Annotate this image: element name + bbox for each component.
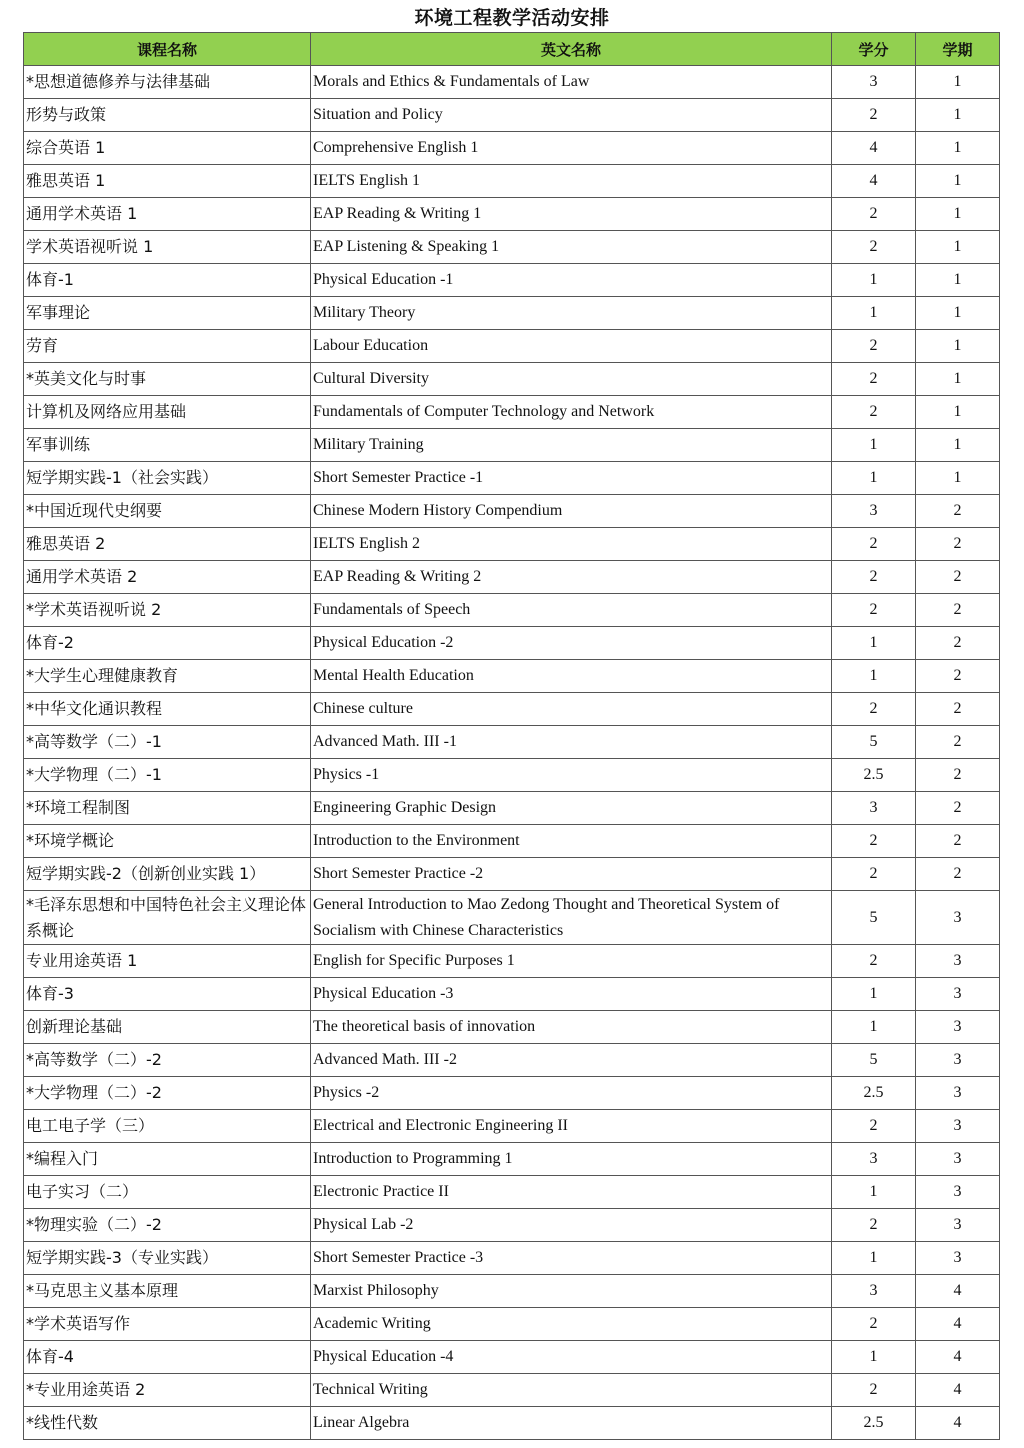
- table-row: [24, 627, 1000, 660]
- course-name-cn: *中华文化通识教程: [24, 693, 311, 726]
- course-name-en: Fundamentals of Speech: [311, 594, 832, 627]
- table-row: [24, 1044, 1000, 1077]
- course-name-cn: 通用学术英语 2: [24, 561, 311, 594]
- table-row: [24, 825, 1000, 858]
- term-value: 2: [916, 759, 1000, 792]
- credit-value: 1: [832, 462, 916, 495]
- course-name-cn: 军事训练: [24, 429, 311, 462]
- course-name-en: Mental Health Education: [311, 660, 832, 693]
- course-name-cn: *编程入门: [24, 1143, 311, 1176]
- table-row: [24, 99, 1000, 132]
- course-name-cn: 军事理论: [24, 297, 311, 330]
- credit-value: 1: [832, 660, 916, 693]
- course-schedule-table: [23, 32, 1000, 1440]
- course-name-en: Short Semester Practice -3: [311, 1242, 832, 1275]
- course-name-en: Marxist Philosophy: [311, 1275, 832, 1308]
- table-row: [24, 1341, 1000, 1374]
- credit-value: 2: [832, 330, 916, 363]
- course-name-cn: *英美文化与时事: [24, 363, 311, 396]
- term-value: 3: [916, 1242, 1000, 1275]
- term-value: 1: [916, 165, 1000, 198]
- course-name-en: Electronic Practice II: [311, 1176, 832, 1209]
- course-name-en: Chinese culture: [311, 693, 832, 726]
- table-row: [24, 858, 1000, 891]
- course-name-cn: *大学生心理健康教育: [24, 660, 311, 693]
- credit-value: 4: [832, 165, 916, 198]
- course-name-cn: *环境学概论: [24, 825, 311, 858]
- credit-value: 1: [832, 978, 916, 1011]
- course-name-cn: 学术英语视听说 1: [24, 231, 311, 264]
- table-row: [24, 1275, 1000, 1308]
- term-value: 3: [916, 1110, 1000, 1143]
- header-credit: 学分: [832, 33, 916, 66]
- course-name-cn: 短学期实践-3（专业实践）: [24, 1242, 311, 1275]
- table-row: [24, 198, 1000, 231]
- term-value: 1: [916, 231, 1000, 264]
- course-name-en: Linear Algebra: [311, 1407, 832, 1440]
- course-name-cn: 体育-4: [24, 1341, 311, 1374]
- credit-value: 1: [832, 1011, 916, 1044]
- course-name-cn: 专业用途英语 1: [24, 945, 311, 978]
- term-value: 2: [916, 693, 1000, 726]
- table-row: [24, 561, 1000, 594]
- course-name-cn: *思想道德修养与法律基础: [24, 66, 311, 99]
- credit-value: 4: [832, 132, 916, 165]
- table-row: [24, 1176, 1000, 1209]
- course-name-en: Situation and Policy: [311, 99, 832, 132]
- course-name-en: English for Specific Purposes 1: [311, 945, 832, 978]
- course-name-cn: *马克思主义基本原理: [24, 1275, 311, 1308]
- course-name-cn: 短学期实践-2（创新创业实践 1）: [24, 858, 311, 891]
- table-row: [24, 264, 1000, 297]
- course-name-cn: 体育-1: [24, 264, 311, 297]
- credit-value: 3: [832, 1275, 916, 1308]
- course-name-en: Physical Education -3: [311, 978, 832, 1011]
- course-name-cn: *大学物理（二）-1: [24, 759, 311, 792]
- course-name-cn: *毛泽东思想和中国特色社会主义理论体系概论: [24, 891, 311, 945]
- course-name-cn: 综合英语 1: [24, 132, 311, 165]
- table-row: [24, 297, 1000, 330]
- term-value: 1: [916, 264, 1000, 297]
- table-row: [24, 429, 1000, 462]
- table-row: [24, 66, 1000, 99]
- course-name-en: Advanced Math. III -1: [311, 726, 832, 759]
- course-name-cn: *学术英语写作: [24, 1308, 311, 1341]
- table-row: [24, 330, 1000, 363]
- table-row: [24, 363, 1000, 396]
- table-row: [24, 495, 1000, 528]
- term-value: 1: [916, 462, 1000, 495]
- table-row: [24, 594, 1000, 627]
- term-value: 4: [916, 1275, 1000, 1308]
- credit-value: 1: [832, 1176, 916, 1209]
- course-name-en: Morals and Ethics & Fundamentals of Law: [311, 66, 832, 99]
- credit-value: 2: [832, 693, 916, 726]
- credit-value: 2: [832, 198, 916, 231]
- term-value: 3: [916, 978, 1000, 1011]
- course-name-en: Labour Education: [311, 330, 832, 363]
- course-name-en: Introduction to Programming 1: [311, 1143, 832, 1176]
- header-term: 学期: [916, 33, 1000, 66]
- credit-value: 1: [832, 1242, 916, 1275]
- course-name-en: Short Semester Practice -2: [311, 858, 832, 891]
- credit-value: 3: [832, 1143, 916, 1176]
- course-name-en: Physics -2: [311, 1077, 832, 1110]
- credit-value: 1: [832, 1341, 916, 1374]
- term-value: 3: [916, 891, 1000, 945]
- course-name-en: Cultural Diversity: [311, 363, 832, 396]
- course-name-cn: *学术英语视听说 2: [24, 594, 311, 627]
- credit-value: 2: [832, 1110, 916, 1143]
- credit-value: 5: [832, 1044, 916, 1077]
- table-row: [24, 1242, 1000, 1275]
- term-value: 1: [916, 99, 1000, 132]
- course-name-en: Advanced Math. III -2: [311, 1044, 832, 1077]
- course-name-en: Engineering Graphic Design: [311, 792, 832, 825]
- credit-value: 2: [832, 561, 916, 594]
- term-value: 4: [916, 1341, 1000, 1374]
- course-name-en: Physical Lab -2: [311, 1209, 832, 1242]
- credit-value: 2.5: [832, 759, 916, 792]
- course-name-en: EAP Listening & Speaking 1: [311, 231, 832, 264]
- credit-value: 2: [832, 825, 916, 858]
- course-name-en: Fundamentals of Computer Technology and Network: [311, 396, 832, 429]
- credit-value: 1: [832, 429, 916, 462]
- course-name-en: Military Training: [311, 429, 832, 462]
- credit-value: 3: [832, 792, 916, 825]
- term-value: 1: [916, 396, 1000, 429]
- credit-value: 2.5: [832, 1077, 916, 1110]
- table-row: [24, 891, 1000, 945]
- credit-value: 5: [832, 891, 916, 945]
- table-row: [24, 1374, 1000, 1407]
- course-name-cn: 创新理论基础: [24, 1011, 311, 1044]
- course-name-en: Physics -1: [311, 759, 832, 792]
- credit-value: 2: [832, 363, 916, 396]
- course-name-cn: *线性代数: [24, 1407, 311, 1440]
- course-name-en: Physical Education -4: [311, 1341, 832, 1374]
- term-value: 4: [916, 1407, 1000, 1440]
- term-value: 1: [916, 132, 1000, 165]
- term-value: 2: [916, 495, 1000, 528]
- course-name-en: Military Theory: [311, 297, 832, 330]
- credit-value: 3: [832, 495, 916, 528]
- credit-value: 1: [832, 264, 916, 297]
- course-name-cn: *中国近现代史纲要: [24, 495, 311, 528]
- course-name-en: Electrical and Electronic Engineering II: [311, 1110, 832, 1143]
- term-value: 1: [916, 66, 1000, 99]
- credit-value: 2: [832, 231, 916, 264]
- table-body: [24, 66, 1000, 1440]
- credit-value: 3: [832, 66, 916, 99]
- course-name-cn: 雅思英语 2: [24, 528, 311, 561]
- course-name-en: General Introduction to Mao Zedong Thought and Theoretical System of Socialism with Chinese Characteristics: [311, 891, 832, 945]
- term-value: 1: [916, 297, 1000, 330]
- term-value: 2: [916, 726, 1000, 759]
- table-row: [24, 1077, 1000, 1110]
- table-row: [24, 660, 1000, 693]
- term-value: 4: [916, 1308, 1000, 1341]
- credit-value: 2: [832, 945, 916, 978]
- term-value: 2: [916, 627, 1000, 660]
- course-name-en: EAP Reading & Writing 1: [311, 198, 832, 231]
- term-value: 2: [916, 561, 1000, 594]
- term-value: 3: [916, 1143, 1000, 1176]
- course-name-cn: 劳育: [24, 330, 311, 363]
- term-value: 1: [916, 363, 1000, 396]
- credit-value: 2: [832, 1209, 916, 1242]
- course-name-cn: 体育-3: [24, 978, 311, 1011]
- credit-value: 2: [832, 528, 916, 561]
- table-row: [24, 132, 1000, 165]
- table-row: [24, 528, 1000, 561]
- course-name-en: Chinese Modern History Compendium: [311, 495, 832, 528]
- header-course-name-en: 英文名称: [311, 33, 832, 66]
- term-value: 2: [916, 528, 1000, 561]
- course-name-cn: 电工电子学（三）: [24, 1110, 311, 1143]
- course-name-en: Technical Writing: [311, 1374, 832, 1407]
- table-row: [24, 1407, 1000, 1440]
- term-value: 1: [916, 198, 1000, 231]
- table-row: [24, 396, 1000, 429]
- credit-value: 2: [832, 858, 916, 891]
- course-name-cn: *专业用途英语 2: [24, 1374, 311, 1407]
- table-row: [24, 1209, 1000, 1242]
- table-row: [24, 165, 1000, 198]
- term-value: 1: [916, 330, 1000, 363]
- term-value: 2: [916, 825, 1000, 858]
- course-name-cn: 雅思英语 1: [24, 165, 311, 198]
- header-course-name-cn: 课程名称: [24, 33, 311, 66]
- course-name-en: The theoretical basis of innovation: [311, 1011, 832, 1044]
- term-value: 3: [916, 945, 1000, 978]
- term-value: 1: [916, 429, 1000, 462]
- table-row: [24, 1110, 1000, 1143]
- term-value: 3: [916, 1176, 1000, 1209]
- term-value: 4: [916, 1374, 1000, 1407]
- term-value: 3: [916, 1209, 1000, 1242]
- credit-value: 2: [832, 594, 916, 627]
- table-row: [24, 231, 1000, 264]
- table-row: [24, 693, 1000, 726]
- term-value: 2: [916, 594, 1000, 627]
- course-name-en: Introduction to the Environment: [311, 825, 832, 858]
- course-name-en: Academic Writing: [311, 1308, 832, 1341]
- table-row: [24, 792, 1000, 825]
- page-title: 环境工程教学活动安排: [414, 7, 610, 29]
- table-row: [24, 759, 1000, 792]
- term-value: 3: [916, 1077, 1000, 1110]
- credit-value: 2: [832, 99, 916, 132]
- course-name-en: EAP Reading & Writing 2: [311, 561, 832, 594]
- course-name-en: IELTS English 2: [311, 528, 832, 561]
- course-name-en: IELTS English 1: [311, 165, 832, 198]
- credit-value: 2: [832, 1374, 916, 1407]
- course-name-cn: 短学期实践-1（社会实践）: [24, 462, 311, 495]
- course-name-en: Short Semester Practice -1: [311, 462, 832, 495]
- table-row: [24, 726, 1000, 759]
- credit-value: 5: [832, 726, 916, 759]
- credit-value: 2.5: [832, 1407, 916, 1440]
- course-name-cn: 体育-2: [24, 627, 311, 660]
- course-name-cn: *高等数学（二）-2: [24, 1044, 311, 1077]
- table-row: [24, 1011, 1000, 1044]
- course-name-cn: *高等数学（二）-1: [24, 726, 311, 759]
- header-row: [24, 33, 1000, 66]
- term-value: 2: [916, 660, 1000, 693]
- course-name-en: Comprehensive English 1: [311, 132, 832, 165]
- course-name-cn: 通用学术英语 1: [24, 198, 311, 231]
- term-value: 2: [916, 858, 1000, 891]
- table-row: [24, 1143, 1000, 1176]
- credit-value: 1: [832, 297, 916, 330]
- table-row: [24, 945, 1000, 978]
- term-value: 3: [916, 1011, 1000, 1044]
- credit-value: 2: [832, 396, 916, 429]
- credit-value: 2: [832, 1308, 916, 1341]
- term-value: 2: [916, 792, 1000, 825]
- course-name-cn: 计算机及网络应用基础: [24, 396, 311, 429]
- table-row: [24, 462, 1000, 495]
- course-name-en: Physical Education -2: [311, 627, 832, 660]
- course-name-cn: *大学物理（二）-2: [24, 1077, 311, 1110]
- table-row: [24, 1308, 1000, 1341]
- course-name-cn: *环境工程制图: [24, 792, 311, 825]
- course-name-cn: 电子实习（二）: [24, 1176, 311, 1209]
- table-row: [24, 978, 1000, 1011]
- course-name-en: Physical Education -1: [311, 264, 832, 297]
- course-name-cn: 形势与政策: [24, 99, 311, 132]
- credit-value: 1: [832, 627, 916, 660]
- course-name-cn: *物理实验（二）-2: [24, 1209, 311, 1242]
- term-value: 3: [916, 1044, 1000, 1077]
